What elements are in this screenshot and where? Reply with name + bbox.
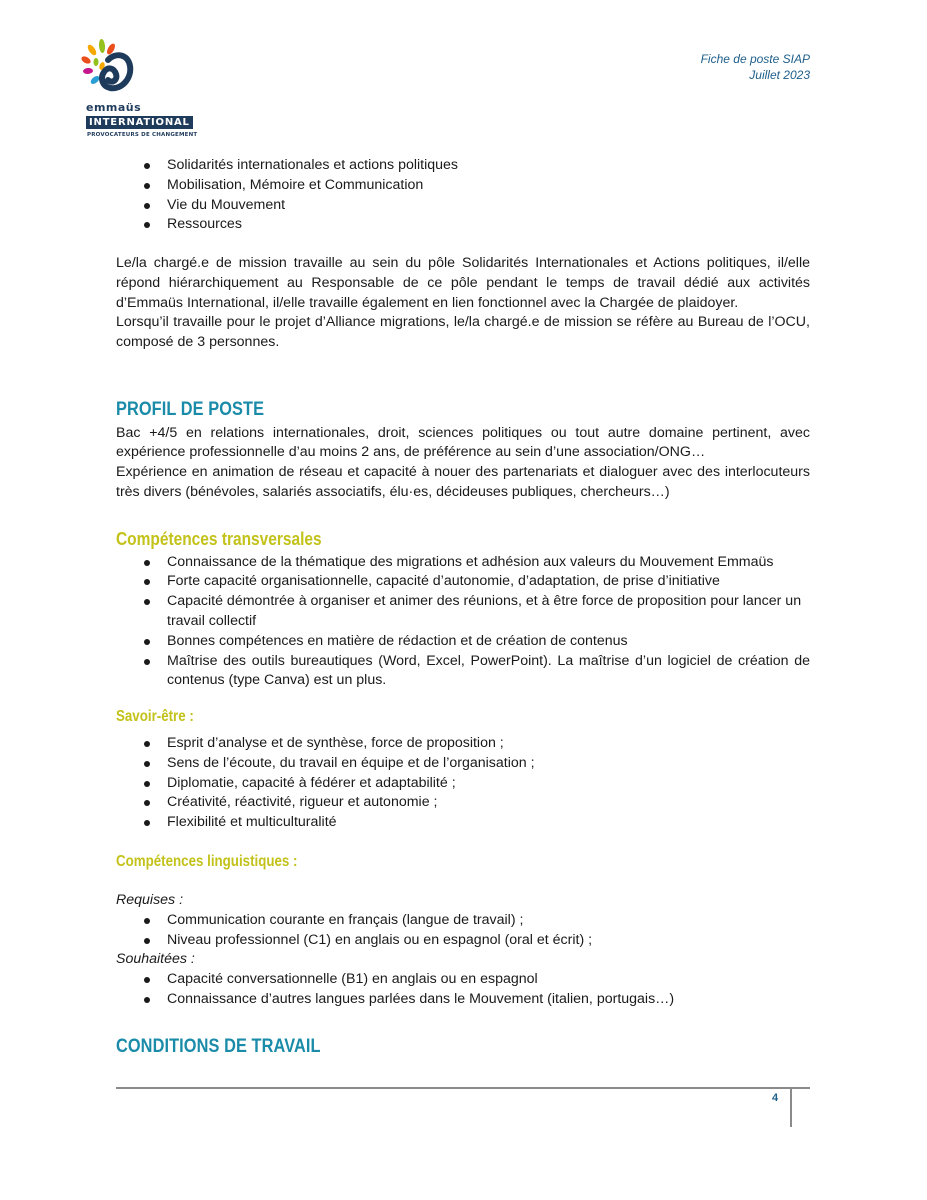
document-date: Juillet 2023 — [749, 68, 810, 82]
intro-paragraph: Le/la chargé.e de mission travaille au sein du pôle Solidarités Internationales et Actions politiques, il/elle répond hiérarchiquement au Responsable de ce pôle pendant le temps de travail dédié aux activités d’Emmaüs International, il/elle travaille également en lien fonctionnel avec la Chargée de plaidoyer. — [116, 255, 810, 311]
list-item: Solidarités internationales et actions politiques — [116, 156, 810, 176]
logo-word-international: INTERNATIONAL — [86, 116, 193, 129]
logo-tagline: PROVOCATEURS DE CHANGEMENT — [87, 132, 198, 138]
souhaitees-label: Souhaitées : — [116, 951, 195, 968]
logo-word-emmaus: emmaüs — [86, 101, 142, 114]
list-item: Diplomatie, capacité à fédérer et adaptabilité ; — [116, 774, 810, 794]
footer-divider — [116, 1087, 810, 1089]
intro-paragraph: Lorsqu’il travaille pour le projet d’Alliance migrations, le/la chargé.e de mission se réfère au Bureau de l’OCU, composé de 3 personnes. — [116, 314, 810, 350]
page-content — [116, 156, 810, 1059]
list-item: Communication courante en français (langue de travail) ; — [116, 911, 810, 931]
competences-list — [116, 553, 810, 692]
profil-paragraph: Expérience en animation de réseau et capacité à nouer des partenariats et dialoguer avec des interlocuteurs très divers (bénévoles, salariés associatifs, élu·es, décideuses publiques, chercheurs…) — [116, 464, 810, 500]
logo-mark-icon — [78, 38, 188, 100]
list-item: Capacité démontrée à organiser et animer des réunions, et à être force de proposition pour lancer un travail collectif — [116, 592, 810, 632]
list-item: Bonnes compétences en matière de rédaction et de création de contenus — [116, 632, 810, 652]
list-item: Créativité, réactivité, rigueur et autonomie ; — [116, 793, 810, 813]
profil-paragraph: Bac +4/5 en relations internationales, droit, sciences politiques ou tout autre domaine pertinent, avec expérience professionnelle d’au moins 2 ans, de préférence au sein d’une association/ONG… — [116, 424, 810, 461]
list-item: Connaissance d’autres langues parlées dans le Mouvement (italien, portugais…) — [116, 990, 810, 1010]
emmaus-international-logo — [78, 38, 198, 148]
requises-list — [116, 911, 810, 951]
document-header — [701, 51, 810, 83]
document-title: Fiche de poste SIAP — [700, 52, 810, 66]
list-item: Maîtrise des outils bureautiques (Word, Excel, PowerPoint). La maîtrise d’un logiciel de création de contenus (type Canva) est un plus. — [116, 652, 810, 692]
list-item: Niveau professionnel (C1) en anglais ou en espagnol (oral et écrit) ; — [116, 931, 810, 951]
page-number: 4 — [772, 1092, 779, 1104]
poles-list — [116, 156, 810, 235]
section-title-savoir-etre: Savoir-être : — [116, 708, 194, 726]
savoir-etre-list — [116, 734, 810, 833]
requises-label: Requises : — [116, 892, 184, 909]
list-item: Capacité conversationnelle (B1) en anglais ou en espagnol — [116, 970, 810, 990]
list-item: Mobilisation, Mémoire et Communication — [116, 176, 810, 196]
section-title-competences: Compétences transversales — [116, 528, 322, 549]
souhaitees-list — [116, 970, 810, 1010]
section-title-conditions: CONDITIONS DE TRAVAIL — [116, 1035, 321, 1057]
list-item: Sens de l’écoute, du travail en équipe et de l’organisation ; — [116, 754, 810, 774]
list-item: Connaissance de la thématique des migrations et adhésion aux valeurs du Mouvement Emmaüs — [116, 553, 810, 573]
list-item: Vie du Mouvement — [116, 196, 810, 216]
section-title-linguistiques: Compétences linguistiques : — [116, 853, 298, 871]
list-item: Ressources — [116, 215, 810, 235]
list-item: Esprit d’analyse et de synthèse, force de proposition ; — [116, 734, 810, 754]
list-item: Forte capacité organisationnelle, capacité d’autonomie, d’adaptation, de prise d’initiative — [116, 572, 810, 592]
section-title-profil: PROFIL DE POSTE — [116, 398, 265, 420]
list-item: Flexibilité et multiculturalité — [116, 813, 810, 833]
footer-vertical-divider — [790, 1089, 792, 1127]
